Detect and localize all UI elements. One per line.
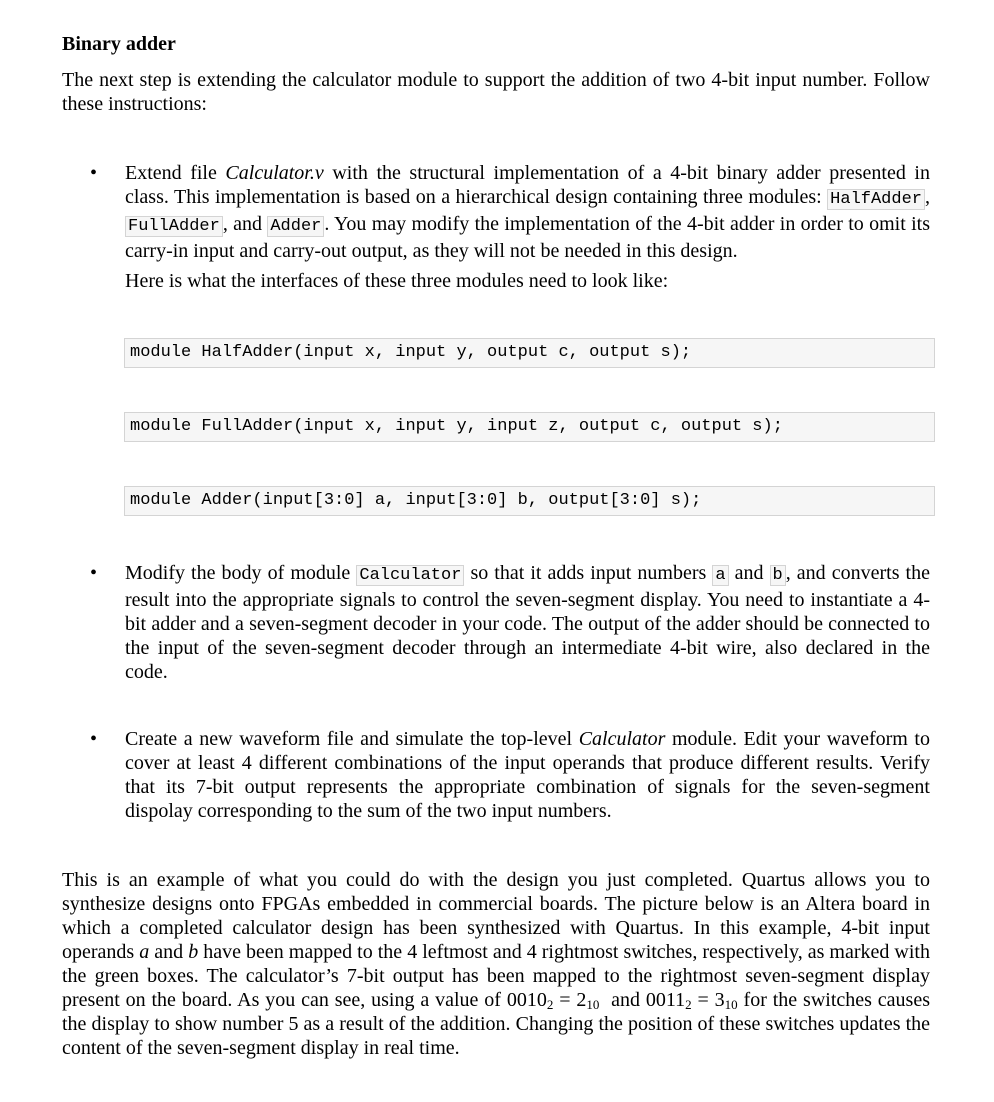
inline-code-a: a	[712, 565, 728, 586]
binary-value-b: $0011_2 = 3_{10}$	[645, 989, 738, 1012]
file-name: Calculator.v	[225, 162, 324, 184]
inline-code-fulladder: FullAdder	[125, 216, 223, 237]
bullet-icon: •	[90, 728, 98, 750]
inline-code-b: b	[770, 565, 786, 586]
bullet-text: Create a new waveform file and simulate the top-level Calculator module. Edit your waveform to cover at least 4 different combinations of the input operands that produce different results. Verify that its 7-bit output represents the appropriate combination of signals for the seven-segment dispolay corresponding to the sum of the two input numbers.	[125, 728, 930, 822]
bullet-extend-file	[62, 161, 930, 263]
bullet-text: Modify the body of module Calculator so that it adds input numbers a and b , and converts the result into the appropriate signals to control the seven-segment display. You need to instantiate a 4-bit adder and a seven-segment decoder in your code. The output of the adder should be connected to the input of the seven-segment decoder through an intermediate 4-bit wire, also declared in the code.	[125, 562, 930, 683]
code-block-adder: module Adder(input[3:0] a, input[3:0] b, output[3:0] s);	[124, 486, 935, 516]
code-block-halfadder: module HalfAdder(input x, input y, output c, output s);	[124, 338, 935, 368]
bullet-icon: •	[90, 162, 98, 184]
module-name: Calculator	[578, 728, 666, 750]
section-heading: Binary adder	[62, 33, 176, 55]
inline-code-calculator: Calculator	[356, 565, 464, 586]
intro-paragraph: The next step is extending the calculator module to support the addition of two 4-bit input number. Follow these instructions:	[62, 69, 930, 115]
inline-code-adder: Adder	[267, 216, 324, 237]
inline-code-halfadder: HalfAdder	[827, 189, 925, 210]
interfaces-intro: Here is what the interfaces of these three modules need to look like:	[125, 270, 669, 292]
bullet-icon: •	[90, 562, 98, 584]
closing-paragraph: This is an example of what you could do with the design you just completed. Quartus allows you to synthesize designs onto FPGAs embedded in commercial boards. The picture below is an Altera board in which a completed calculator design has been synthesized with Quartus. In this example, 4-bit input operands a and b have been mapped to the 4 leftmost and 4 rightmost switches, respectively, as marked with the green boxes. The calculator’s 7-bit output has been mapped to the rightmost seven-segment display present on the board. As you can see, using a value of $0010_2 = 2_{10}$ and $0011_2 = 3_{10}$ for the switches causes the display to show number 5 as a result of the addition. Changing the position of these switches updates the content of the seven-segment display in real time.	[62, 869, 930, 1059]
bullet-modify-calculator	[62, 561, 930, 684]
bullet-waveform	[62, 727, 930, 823]
code-block-fulladder: module FullAdder(input x, input y, input z, output c, output s);	[124, 412, 935, 442]
binary-value-a: $0010_2 = 2_{10}$	[506, 989, 600, 1012]
bullet-text: Extend file Calculator.v with the structural implementation of a 4-bit binary adder presented in class. This implementation is based on a hierarchical design containing three modules: HalfAdder , FullAdder , and Adder . You may modify the implementation of the 4-bit adder in order to omit its carry-in input and carry-out output, as they will not be needed in this design.	[125, 162, 930, 262]
